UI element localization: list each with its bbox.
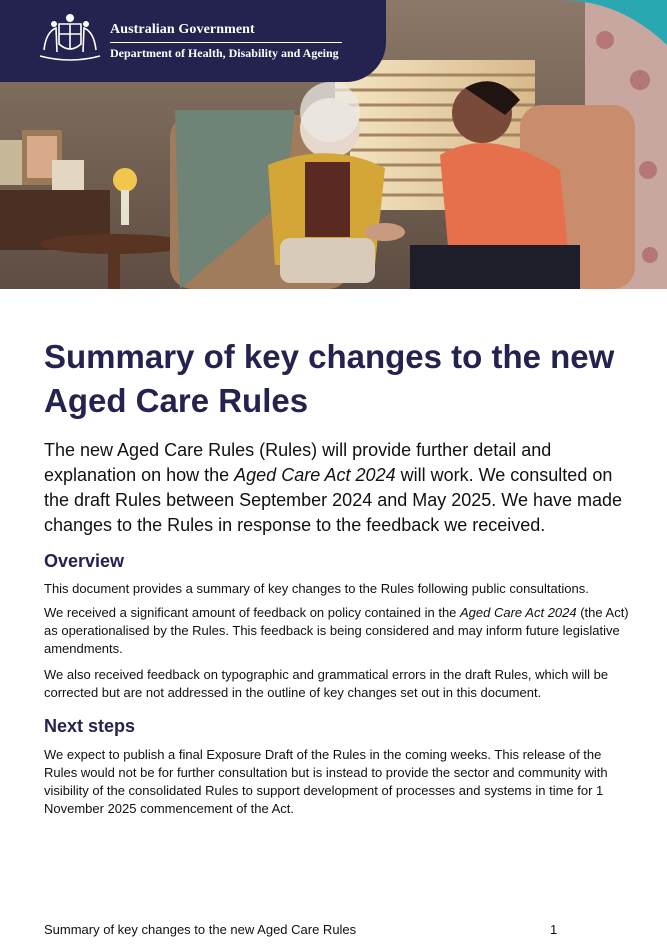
overview-paragraph-1: This document provides a summary of key changes to the Rules following public consultations. xyxy=(44,581,589,596)
government-name: Australian Government xyxy=(110,22,255,37)
intro-text-part-1: The new Aged Care Rules (Rules) will provide further detail and explanation on how the xyxy=(44,440,552,485)
overview-heading: Overview xyxy=(44,551,125,571)
footer-document-title: Summary of key changes to the new Aged Care Rules xyxy=(44,922,357,937)
next-steps-paragraph: We expect to publish a final Exposure Draft of the Rules in the coming weeks. This release of the Rules would not be for further consultation but is instead to provide the sector and community with visibility of the consolidated Rules to support development of processes and systems in time for 1 November 2025 commencement of the Act. xyxy=(44,747,608,816)
hero-image xyxy=(0,0,667,289)
next-steps-heading: Next steps xyxy=(44,716,136,736)
footer-page-number: 1 xyxy=(550,922,558,937)
intro-text-part-2: will work. We consulted on the draft Rules between September 2024 and May 2025. We have made changes to the Rules in response to the feedback we received. xyxy=(44,465,623,535)
overview-act-name: Aged Care Act 2024 xyxy=(460,605,577,620)
government-banner xyxy=(0,0,386,82)
intro-paragraph xyxy=(44,438,634,538)
overview-paragraph-3: We also received feedback on typographic and grammatical errors in the draft Rules, which will be corrected but are not addressed in the outline of key changes set out in this document. xyxy=(44,667,609,700)
overview-p2-part-1: We received a significant amount of feedback on policy contained in the xyxy=(44,605,461,620)
intro-act-name: Aged Care Act 2024 xyxy=(234,465,396,485)
overview-paragraph-2 xyxy=(44,604,629,658)
overview-p2-part-2: (the Act) as operationalised by the Rules. This feedback is being considered and may inform future legislative amendments. xyxy=(44,605,629,656)
department-name: Department of Health, Disability and Ageing xyxy=(110,46,339,60)
page-title: Summary of key changes to the new Aged Care Rules xyxy=(44,338,615,419)
banner-divider xyxy=(110,42,342,43)
commonwealth-coat-of-arms-icon xyxy=(36,12,104,64)
